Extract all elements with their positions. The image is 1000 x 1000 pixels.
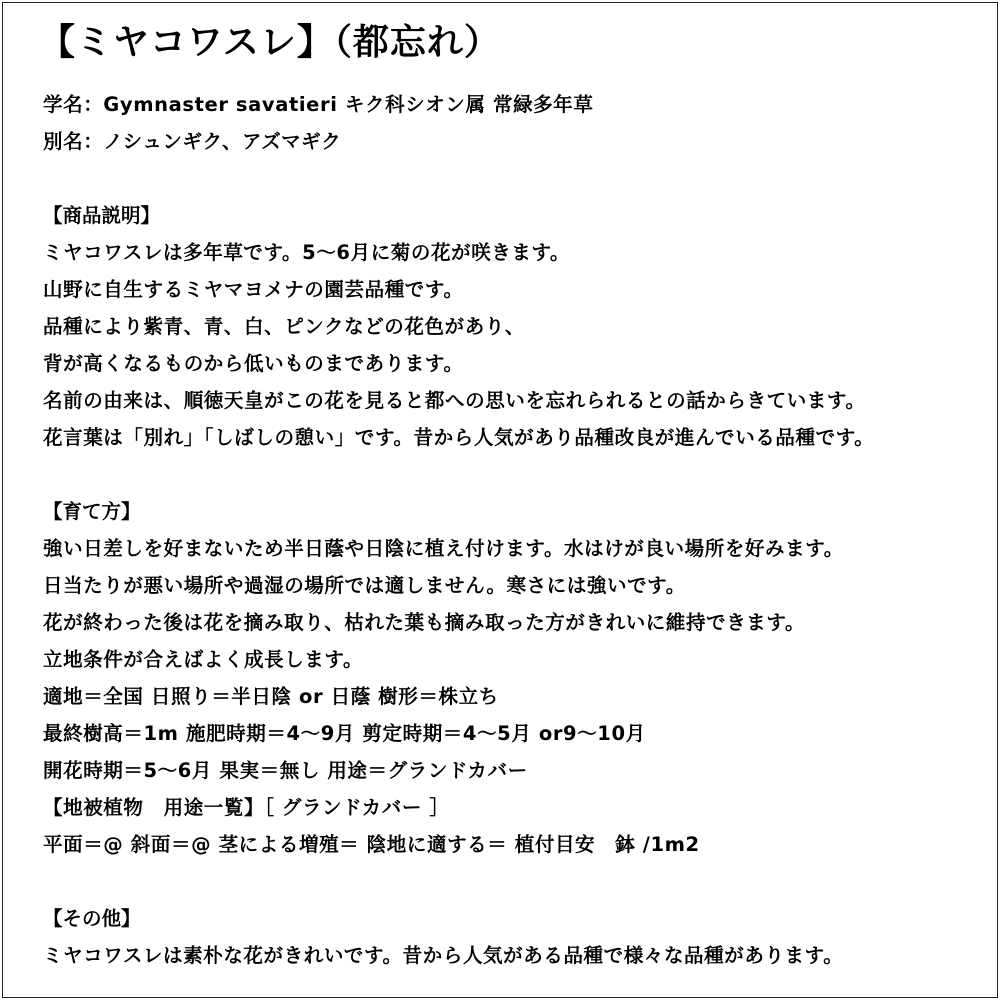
- spacer: [43, 160, 973, 197]
- spacer: [43, 863, 973, 900]
- care-heading: 【育て方】: [43, 500, 141, 523]
- ground-cover-heading: 【地被植物 用途一覧】［ グランドカバー ］: [43, 796, 450, 819]
- care-line: 日当たりが悪い場所や過湿の場所では適しません。寒さには強いです。: [43, 574, 686, 597]
- aliases: 別名：ノシュンギク、アズマギク: [43, 130, 342, 153]
- document-body: [39, 14, 973, 974]
- description-line: 品種により紫青、青、白、ピンクなどの花色があり、: [43, 315, 526, 338]
- care-spec-line: 適地＝全国 日照り＝半日陰 or 日蔭 樹形＝株立ち: [43, 685, 499, 708]
- other-line: ミヤコワスレは素朴な花がきれいです。昔から人気がある品種で様々な品種があります。: [43, 944, 844, 967]
- description-line: 名前の由来は、順徳天皇がこの花を見ると都への思いを忘れられるとの話からきています。: [43, 389, 866, 412]
- ground-cover-line: 平面＝@ 斜面＝@ 茎による増殖＝ 陰地に適する＝ 植付目安 鉢 /1m2: [43, 833, 700, 856]
- care-line: 花が終わった後は花を摘み取り、枯れた葉も摘み取った方がきれいに維持できます。: [43, 611, 806, 634]
- care-line: 立地条件が合えばよく成長します。: [43, 648, 364, 671]
- description-heading: 【商品説明】: [43, 204, 161, 227]
- care-spec-line: 開花時期＝5～6月 果実＝無し 用途＝グランドカバー: [43, 759, 528, 782]
- description-line: ミヤコワスレは多年草です。5～6月に菊の花が咲きます。: [43, 241, 571, 264]
- scientific-name: 学名：Gymnaster savatieri キク科シオン属 常緑多年草: [43, 93, 594, 116]
- page-title: 【ミヤコワスレ】（都忘れ）: [39, 22, 501, 63]
- care-spec-line: 最終樹高＝1m 施肥時期＝4～9月 剪定時期＝4～5月 or9～10月: [43, 722, 646, 745]
- description-line: 背が高くなるものから低いものまであります。: [43, 352, 464, 375]
- description-line: 山野に自生するミヤマヨメナの園芸品種です。: [43, 278, 464, 301]
- care-line: 強い日差しを好まないため半日蔭や日陰に植え付けます。水はけが良い場所を好みます。: [43, 537, 844, 560]
- spacer: [43, 456, 973, 493]
- description-line: 花言葉は「別れ」「しばしの憩い」です。昔から人気があり品種改良が進んでいる品種です。: [43, 426, 875, 449]
- other-heading: 【その他】: [43, 907, 141, 930]
